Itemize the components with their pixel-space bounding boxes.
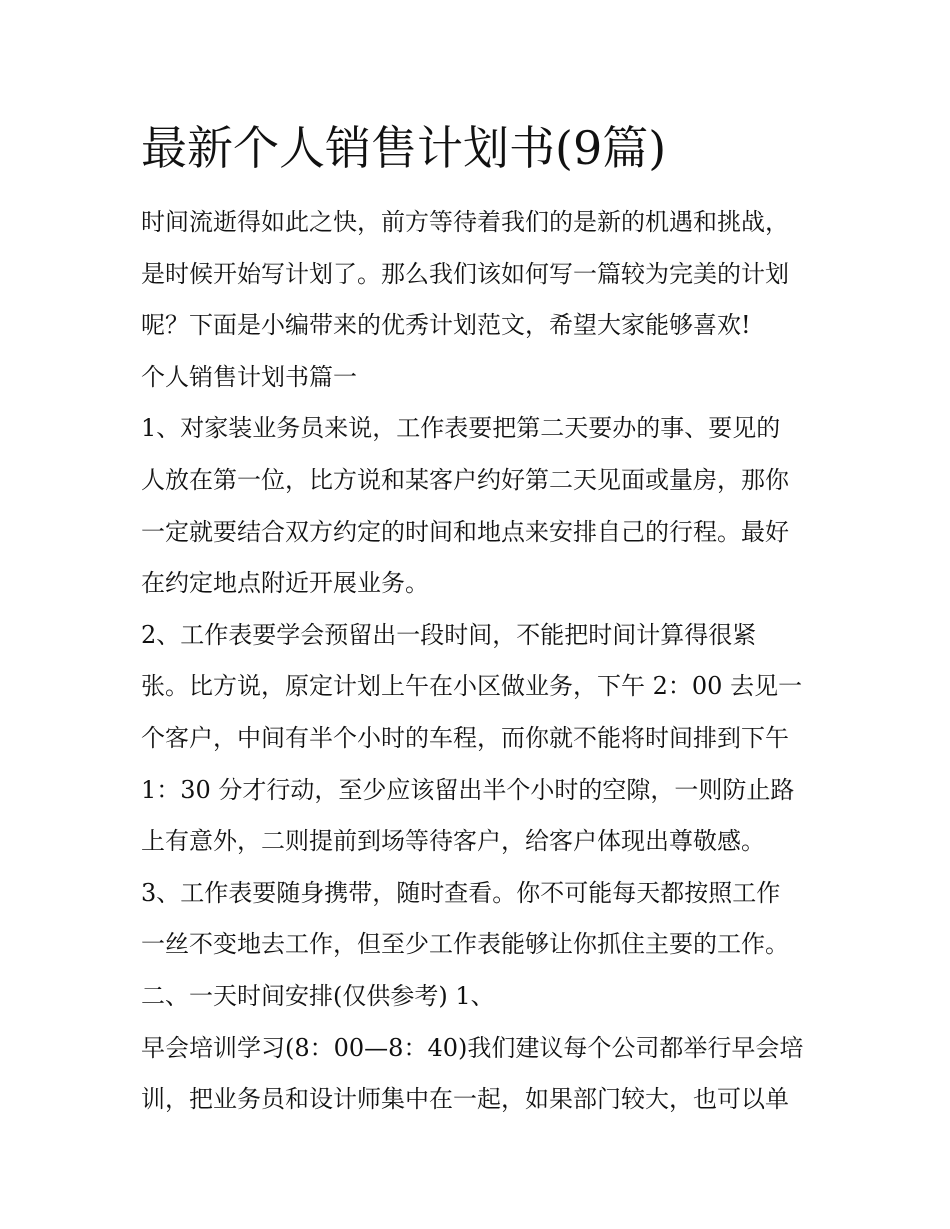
body-line: 3、工作表要随身携带，随时查看。你不可能每天都按照工作: [141, 878, 781, 907]
body-line: 1、对家装业务员来说，工作表要把第二天要办的事、要见的: [141, 414, 781, 443]
body-line: 时间流逝得如此之快，前方等待着我们的是新的机遇和挑战，: [141, 208, 789, 236]
body-line: 一定就要结合双方约定的时间和地点来安排自己的行程。最好: [141, 517, 789, 546]
body-line: 训，把业务员和设计师集中在一起，如果部门较大，也可以单: [141, 1085, 789, 1114]
body-line: 人放在第一位，比方说和某客户约好第二天见面或量房，那你: [141, 465, 789, 494]
body-line: 是时候开始写计划了。那么我们该如何写一篇较为完美的计划: [141, 259, 789, 288]
section-heading: 个人销售计划书篇一: [141, 362, 357, 391]
body-line: 早会培训学习(8：00—8：40)我们建议每个公司都举行早会培: [141, 1033, 804, 1062]
body-line: 张。比方说，原定计划上午在小区做业务，下午 2：00 去见一: [141, 672, 803, 701]
document-title: 最新个人销售计划书(9篇): [141, 121, 667, 175]
body-line: 一丝不变地去工作，但至少工作表能够让你抓住主要的工作。: [141, 930, 789, 959]
body-line: 个客户，中间有半个小时的车程，而你就不能将时间排到下午: [141, 723, 789, 752]
document-body: [141, 197, 821, 1126]
body-line: 2、工作表要学会预留出一段时间，不能把时间计算得很紧: [141, 620, 757, 649]
body-line: 上有意外，二则提前到场等待客户，给客户体现出尊敬感。: [141, 827, 765, 856]
body-line: 1：30 分才行动，至少应该留出半个小时的空隙，一则防止路: [141, 775, 795, 804]
body-line: 在约定地点附近开展业务。: [141, 569, 429, 598]
section-heading: 二、一天时间安排(仅供参考) 1、: [141, 981, 495, 1010]
body-line: 呢？下面是小编带来的优秀计划范文，希望大家能够喜欢!: [141, 311, 751, 340]
